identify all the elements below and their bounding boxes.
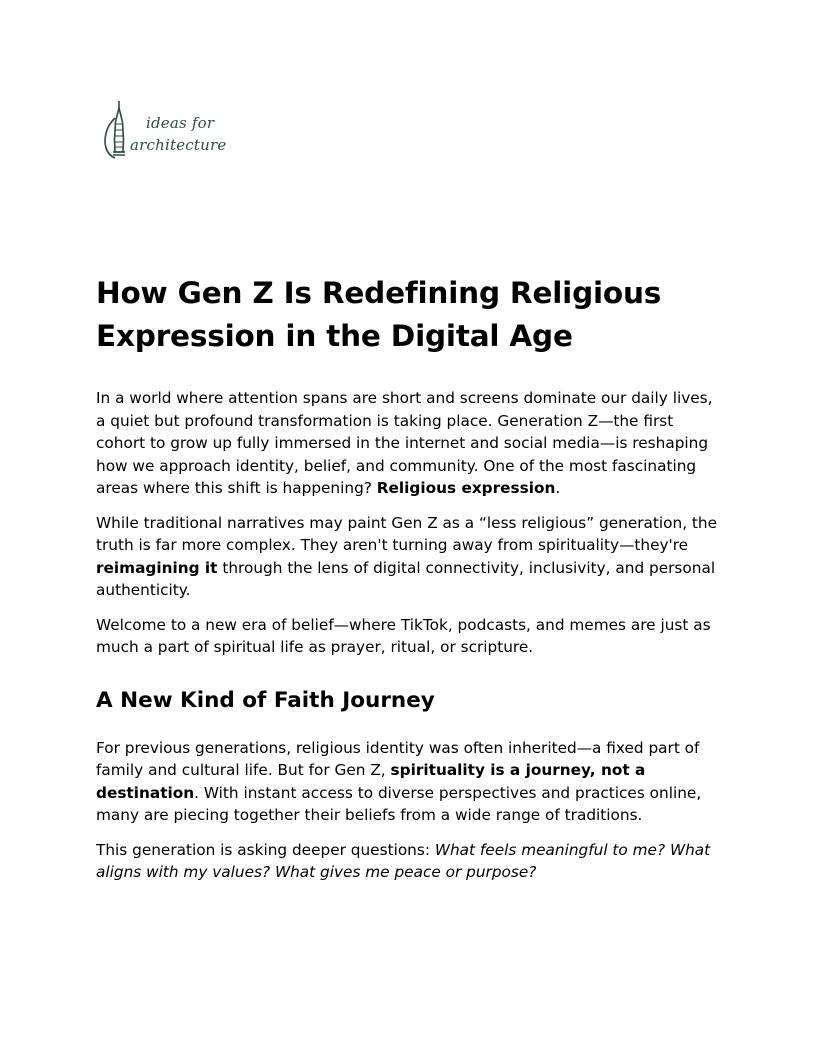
questions-italic: What feels meaningful to me? What aligns with my values? What gives me peace or purpose? [96, 840, 711, 881]
brand-logo [103, 100, 227, 164]
article-body [96, 272, 722, 884]
journey-bold-phrase: spirituality is a journey, not a destination [96, 761, 646, 802]
paragraph-journey [96, 737, 722, 827]
tower-logo-icon [103, 100, 133, 162]
intro-end: . [555, 479, 561, 497]
section-heading: A New Kind of Faith Journey [96, 687, 435, 713]
logo-text-line1: ideas for [146, 114, 215, 132]
intro-text: In a world where attention spans are short and screens dominate our daily lives, a quiet but profound transformation is taking place. Generation Z—the first cohort to grow up fully immersed in the internet and social media—is reshaping how we approach identity, belief, and community. One of the most fascinating areas where this shift is happening? [96, 389, 713, 497]
logo-text-line2: architecture [130, 136, 227, 154]
intro-paragraph [96, 387, 722, 500]
paragraph-questions [96, 839, 722, 884]
paragraph-welcome: Welcome to a new era of belief—where TikTok, podcasts, and memes are just as much a part of spiritual life as prayer, ritual, or scripture. [96, 615, 711, 656]
complexity-end: through the lens of digital connectivity, inclusivity, and personal authenticity. [96, 558, 716, 599]
journey-end: . With instant access to diverse perspectives and practices online, many are piecing together their beliefs from a wide range of traditions. [96, 783, 702, 824]
paragraph-complexity [96, 512, 722, 602]
article-title: How Gen Z Is Redefining Religious Expression in the Digital Age [96, 276, 662, 353]
intro-bold-phrase: Religious expression [376, 479, 556, 497]
complexity-bold-phrase: reimagining it [96, 558, 218, 577]
complexity-text: While traditional narratives may paint Gen Z as a “less religious” generation, the truth is far more complex. They aren't turning away from spirituality—they're [96, 513, 718, 554]
questions-text: This generation is asking deeper questions: [96, 840, 435, 859]
journey-text: For previous generations, religious identity was often inherited—a fixed part of family and cultural life. But for Gen Z, [96, 738, 700, 779]
